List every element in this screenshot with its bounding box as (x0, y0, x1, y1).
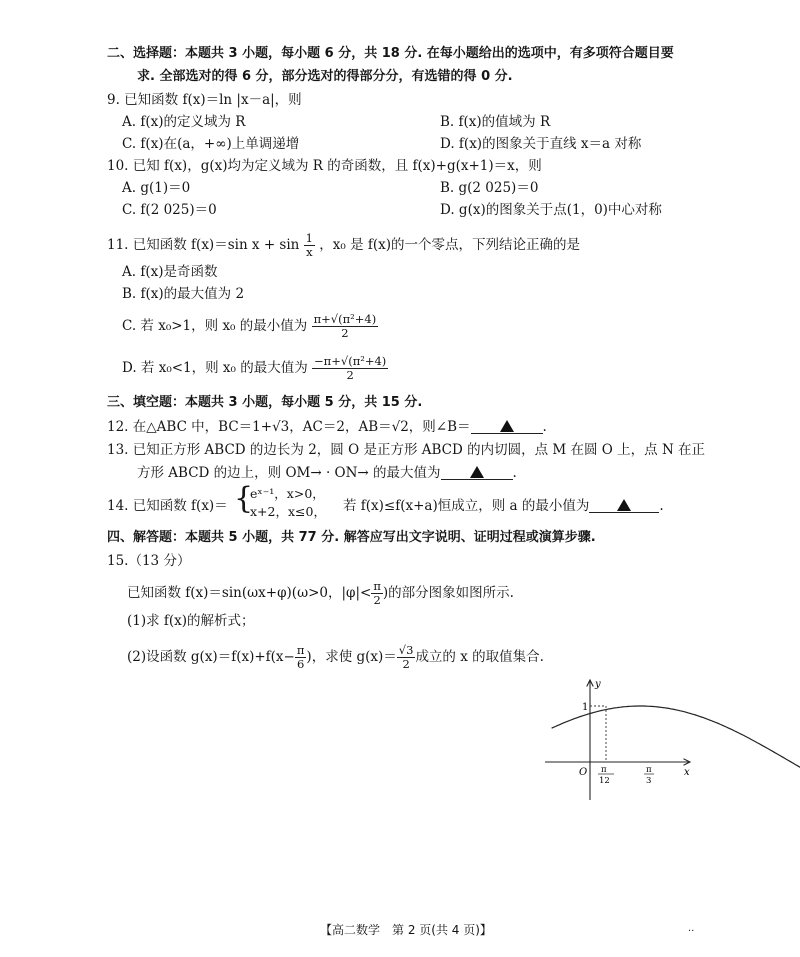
q15-part2-frac-pre: (x− (270, 649, 295, 665)
x-tick1-den: 12 (599, 776, 610, 786)
q15-part1: (1)求 f(x)的解析式； (127, 613, 255, 629)
sine-curve (552, 706, 800, 770)
q15-number: 15.（13 分） (107, 553, 191, 569)
q14-pre: 14. 已知函数 f(x)＝ (107, 498, 228, 514)
q10-option-a: A. g(1)＝0 (122, 180, 191, 196)
q15-p2b-den: 2 (402, 657, 410, 671)
q11-option-d-pre: D. 若 x₀<1，则 x₀ 的最大值为 (122, 360, 308, 376)
q13-end: . (512, 465, 517, 481)
origin-label: O (579, 767, 588, 778)
q11-stem-pre: 11. 已知函数 f(x)＝sin x + sin (107, 237, 300, 253)
q14-end: . (659, 498, 664, 514)
q9-option-a: A. f(x)的定义域为 R (122, 114, 246, 130)
y-axis-label: y (595, 679, 601, 690)
q15-stem-post: )的部分图象如图所示. (382, 585, 514, 601)
q13-line2-pre: 方形 ABCD 的边上，则 OM→ · ON→ 的最大值为 (137, 465, 441, 481)
q15-cond-pre: (ω>0，|φ|< (291, 585, 372, 601)
q12-text: 12. 在△ABC 中，BC＝1+√3，AC＝2，AB＝√2，则∠B＝ (107, 419, 471, 435)
q15-stem-pre: 已知函数 f(x)＝sin(ωx+φ) (127, 585, 292, 601)
q9-option-b: B. f(x)的值域为 R (440, 114, 551, 130)
q13-line1: 13. 已知正方形 ABCD 的边长为 2，圆 O 是正方形 ABCD 的内切圆，点 M 在圆 O 上，点 N 在正 (107, 442, 706, 458)
q15-part2-mid: )，求使 g(x)＝ (306, 649, 397, 665)
q11-c-num: π+√(π²+4) (313, 312, 377, 326)
q9-option-c: C. f(x)在(a，+∞)上单调递增 (122, 136, 300, 152)
x-tick2-den: 3 (646, 776, 652, 786)
q11-d-den: 2 (346, 368, 354, 382)
q15-part2-pre: (2)设函数 g(x)＝f(x)+f (127, 649, 271, 665)
q15-cond-den: 2 (373, 593, 381, 607)
q11-option-a: A. f(x)是奇函数 (122, 264, 218, 280)
q9-option-d: D. f(x)的图象关于直线 x＝a 对称 (440, 136, 642, 152)
q11-frac-num: 1 (305, 231, 313, 245)
x-axis-label: x (684, 767, 690, 778)
q11-c-den: 2 (341, 326, 349, 340)
x-tick2-num: π (646, 765, 652, 775)
q15-p2-num: π (296, 643, 305, 657)
footer-mark: ·· (688, 926, 695, 937)
section3-header: 三、填空题：本题共 3 小题，每小题 5 分，共 15 分. (107, 395, 423, 410)
y-tick-label: 1 (582, 702, 589, 713)
q10-option-c: C. f(2 025)＝0 (122, 202, 217, 218)
q15-p2-den: 6 (296, 657, 305, 671)
q10-stem: 10. 已知 f(x)，g(x)均为定义域为 R 的奇函数，且 f(x)+g(x+1)＝x，则 (107, 158, 542, 174)
x-tick1-num: π (601, 765, 607, 775)
page-footer: 【高二数学 第 2 页(共 4 页)】 (320, 923, 492, 937)
q9-stem: 9. 已知函数 f(x)＝ln |x－a|，则 (107, 92, 302, 108)
q10-option-b: B. g(2 025)＝0 (440, 180, 539, 196)
q15-cond-num: π (373, 579, 381, 593)
q15-p2b-num: √3 (398, 643, 414, 657)
q14-post: 若 f(x)≤f(x+a)恒成立，则 a 的最小值为 (343, 498, 590, 514)
q10-option-d: D. g(x)的图象关于点(1，0)中心对称 (440, 202, 662, 218)
q11-option-c-pre: C. 若 x₀>1，则 x₀ 的最小值为 (122, 318, 308, 334)
section2-header-line2: 求. 全部选对的得 6 分，部分选对的得部分分，有选错的得 0 分. (137, 69, 513, 84)
q11-d-num: −π+√(π²+4) (314, 354, 387, 368)
section4-header: 四、解答题：本题共 5 小题，共 77 分. 解答应写出文字说明、证明过程或演算步骤. (107, 530, 596, 545)
q15-part2-post: 成立的 x 的取值集合. (415, 649, 544, 665)
left-brace-icon: { (234, 481, 254, 516)
q11-stem-post: ，x₀ 是 f(x)的一个零点，下列结论正确的是 (319, 237, 581, 253)
q11-frac-den: x (306, 245, 313, 259)
q14-case2: x+2，x≤0， (250, 504, 326, 519)
q12-end: . (542, 419, 547, 435)
q11-option-b: B. f(x)的最大值为 2 (122, 286, 245, 302)
section2-header-line1: 二、选择题：本题共 3 小题，每小题 6 分，共 18 分. 在每小题给出的选项中，有多项符合题目要 (107, 46, 674, 61)
q14-case1: eˣ⁻¹，x>0， (250, 486, 325, 501)
